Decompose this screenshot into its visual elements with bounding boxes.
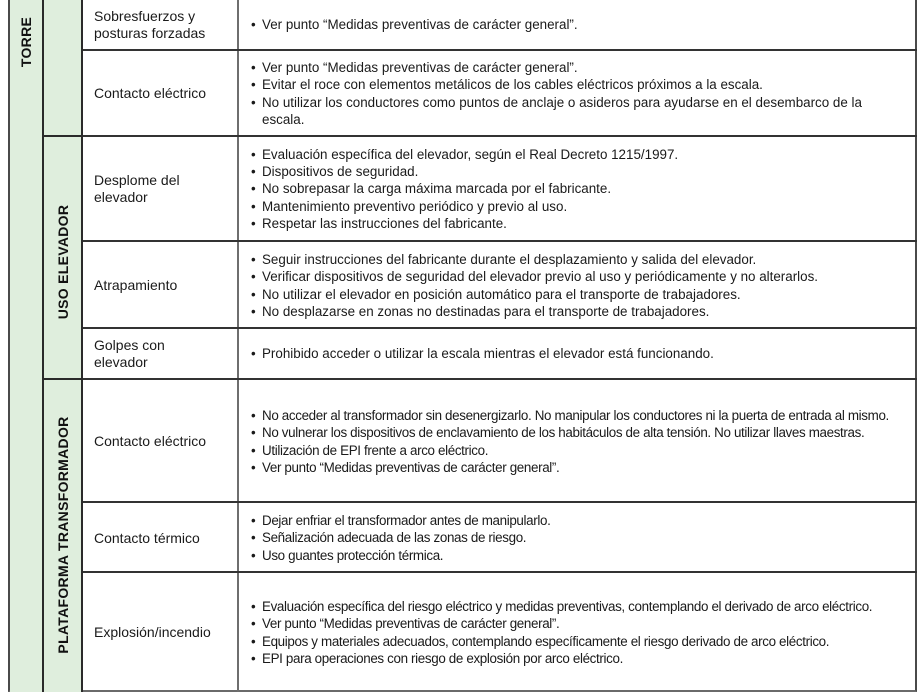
measures-list	[251, 345, 907, 362]
measure-item: • Evaluación específica del riesgo eléctrico y medidas preventivas, contemplando el derivado de arco eléctrico.	[251, 598, 907, 615]
group-torre-general	[44, 0, 83, 137]
measure-item: • No sobrepasar la carga máxima marcada por el fabricante.	[251, 180, 907, 197]
measures-cell	[241, 51, 917, 136]
measure-item: • Respetar las instrucciones del fabricante.	[251, 215, 907, 232]
measure-item: • No utilizar los conductores como puntos de anclaje o asideros para ayudarse en el desembarco de la escala.	[251, 94, 907, 128]
group-uso-elevador	[44, 135, 83, 380]
measures-cell	[241, 137, 917, 241]
table-row	[83, 571, 917, 692]
measure-item: • No utilizar el elevador en posición automático para el transporte de trabajadores.	[251, 286, 907, 303]
measure-item: • Prohibido acceder o utilizar la escala mientras el elevador está funcionando.	[251, 345, 907, 362]
hazard-cell: Contacto térmico	[83, 503, 239, 573]
hazard-cell: Sobresfuerzos y posturas forzadas	[83, 0, 239, 50]
table-row	[83, 49, 917, 136]
hazard-cell: Contacto eléctrico	[83, 380, 239, 503]
measure-item: • Ver punto “Medidas preventivas de carácter general”.	[251, 59, 907, 76]
group-plataforma-transformador	[44, 378, 83, 692]
hazard-cell: Explosión/incendio	[83, 573, 239, 692]
table-row	[83, 378, 917, 503]
group-label-uso-elevador: USO ELEVADOR	[54, 204, 71, 320]
measure-item: • Mantenimiento preventivo periódico y previo al uso.	[251, 198, 907, 215]
measures-list	[251, 407, 907, 476]
measures-cell	[241, 503, 917, 573]
measure-item: • Verificar dispositivos de seguridad del elevador previo al uso y periódicamente y no alterarlos.	[251, 268, 907, 285]
measure-item: • No desplazarse en zonas no destinadas para el transporte de trabajadores.	[251, 303, 907, 320]
measure-item: • No vulnerar los dispositivos de enclavamiento de los habitáculos de alta tensión. No utilizar llaves maestras.	[251, 424, 907, 441]
section-torre	[10, 0, 44, 692]
table-row	[83, 501, 917, 573]
measure-item: • Uso guantes protección térmica.	[251, 547, 907, 564]
measures-cell	[241, 380, 917, 503]
measures-cell	[241, 0, 917, 50]
measure-item: • Utilización de EPI frente a arco eléctrico.	[251, 442, 907, 459]
measure-item: • Ver punto “Medidas preventivas de carácter general”.	[251, 16, 907, 33]
hazard-cell: Atrapamiento	[83, 242, 239, 329]
measures-list	[251, 59, 907, 128]
measures-cell	[241, 329, 917, 379]
measure-item: • Dispositivos de seguridad.	[251, 163, 907, 180]
table-row	[83, 240, 917, 329]
group-label-plataforma-transformador: PLATAFORMA TRANSFORMADOR	[54, 416, 71, 654]
measure-item: • No acceder al transformador sin desenergizarlo. No manipular los conductores ni la puerta de entrada al mismo.	[251, 407, 907, 424]
measures-list	[251, 512, 907, 564]
table-row	[83, 327, 917, 379]
measures-cell	[241, 573, 917, 692]
measures-list	[251, 598, 907, 667]
hazard-cell: Contacto eléctrico	[83, 51, 239, 136]
measures-list	[251, 16, 907, 33]
measure-item: • EPI para operaciones con riesgo de explosión por arco eléctrico.	[251, 650, 907, 667]
measure-item: • Equipos y materiales adecuados, contemplando específicamente el riesgo derivado de arco eléctrico.	[251, 633, 907, 650]
table-row	[83, 135, 917, 241]
measure-item: • Ver punto “Medidas preventivas de carácter general”.	[251, 459, 907, 476]
measure-item: • Dejar enfriar el transformador antes de manipularlo.	[251, 512, 907, 529]
measure-item: • Seguir instrucciones del fabricante durante el desplazamiento y salida del elevador.	[251, 251, 907, 268]
measures-list	[251, 146, 907, 232]
measure-item: • Evaluación específica del elevador, según el Real Decreto 1215/1997.	[251, 146, 907, 163]
measure-item: • Ver punto “Medidas preventivas de carácter general”.	[251, 615, 907, 632]
hazard-cell: Desplome del elevador	[83, 137, 239, 241]
measure-item: • Evitar el roce con elementos metálicos de los cables eléctricos próximos a la escala.	[251, 76, 907, 93]
measure-item: • Señalización adecuada de las zonas de riesgo.	[251, 529, 907, 546]
measures-list	[251, 251, 907, 320]
measures-cell	[241, 242, 917, 329]
table-row	[83, 0, 917, 50]
section-label-torre: TORRE	[18, 16, 34, 68]
hazard-cell: Golpes con elevador	[83, 329, 239, 379]
